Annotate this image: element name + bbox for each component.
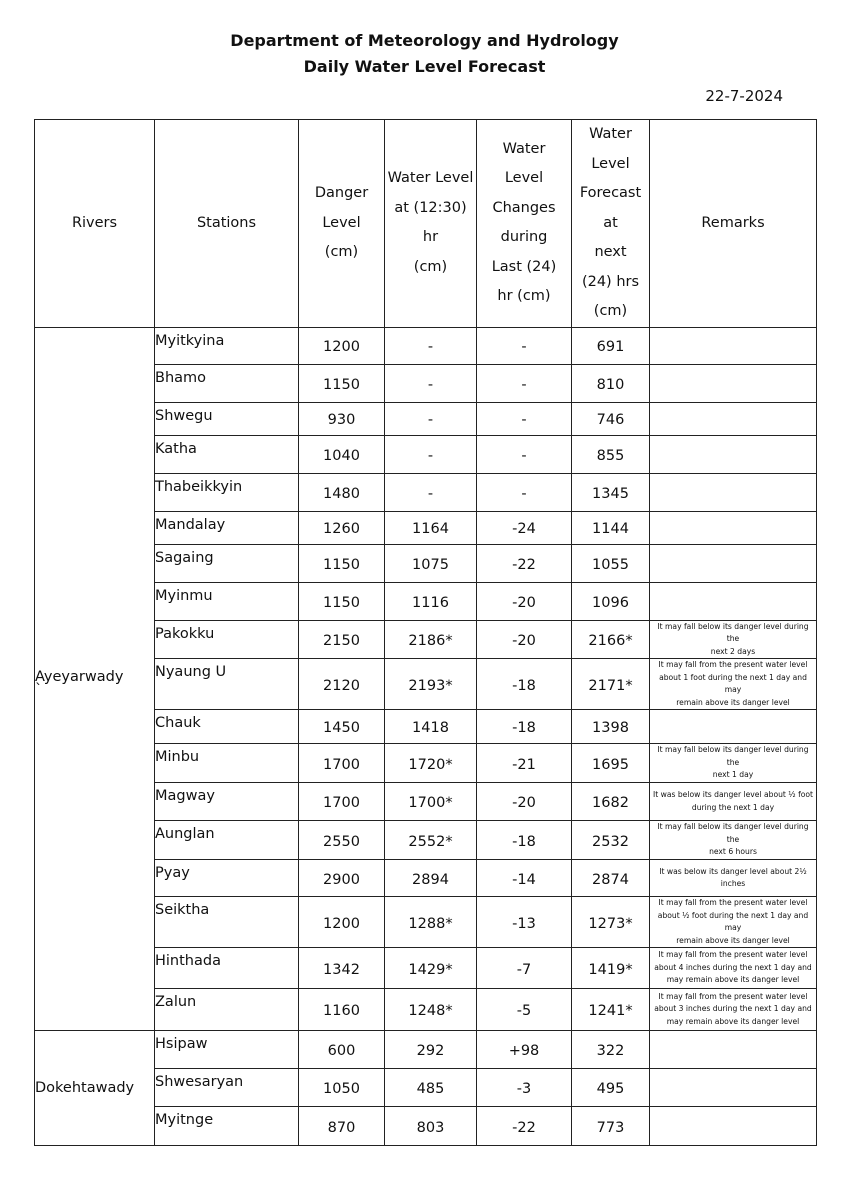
level-change-value [477, 402, 572, 435]
station-cell [155, 327, 299, 364]
station-name: Hinthada [155, 953, 221, 969]
water-level-value-text: 1700* [408, 795, 453, 811]
forecast-value [572, 544, 650, 582]
header-line: Water [589, 126, 632, 142]
water-level-value-text: 1248* [408, 1003, 453, 1019]
water-level-value-text: 1116 [412, 594, 449, 611]
water-level-value-text: 2193* [408, 677, 453, 694]
danger-level-value [299, 744, 385, 783]
level-change-value-text: -5 [516, 1003, 532, 1019]
water-level-value-text: 1288* [408, 915, 453, 932]
level-change-value [477, 1107, 572, 1146]
remarks-cell [650, 989, 817, 1031]
level-change-value [477, 860, 572, 897]
header-line: hr (cm) [497, 288, 551, 305]
water-level-value [385, 948, 477, 989]
forecast-value-text: 1273* [588, 915, 633, 932]
department-title: Department of Meteorology and Hydrology [230, 31, 619, 50]
remark-line: It may fall from the present water level [658, 660, 808, 669]
water-level-value [385, 1069, 477, 1107]
station-cell [155, 620, 299, 659]
header-line: Water [502, 140, 546, 157]
danger-level-value-text: 1150 [323, 594, 360, 611]
danger-level-value-text: 1050 [323, 1081, 360, 1097]
remark-line: may remain above its danger level [666, 1016, 800, 1026]
water-level-value-text: 1075 [412, 556, 449, 573]
river-name: Dokehtawady [35, 1080, 135, 1096]
station-name: Pyay [155, 865, 190, 881]
remark-line: about 1 foot during the next 1 day and may [659, 672, 807, 694]
water-level-value-text: - [427, 339, 434, 355]
danger-level-value-text: 2120 [323, 677, 360, 694]
station-name: Sagaing [155, 549, 214, 566]
forecast-value-text: 746 [596, 412, 625, 428]
danger-level-value-text: 1480 [323, 485, 360, 502]
danger-level-value [299, 710, 385, 744]
danger-level-value [299, 582, 385, 620]
level-change-value [477, 783, 572, 821]
header-line: Level [322, 214, 361, 231]
water-level-value-text: 292 [416, 1043, 445, 1059]
station-cell [155, 435, 299, 473]
remarks-cell [650, 511, 817, 544]
station-cell [155, 783, 299, 821]
water-level-value [385, 620, 477, 659]
remark-line: remain above its danger level [676, 697, 790, 707]
water-level-value-text: 485 [416, 1081, 445, 1097]
water-level-value-text: 1429* [408, 961, 453, 978]
level-change-value-text: -20 [512, 594, 536, 611]
header-line: Danger [314, 185, 369, 201]
station-name: Magway [155, 788, 215, 804]
forecast-value-text: 1345 [592, 485, 629, 502]
station-name: Pakokku [155, 625, 215, 642]
water-level-value [385, 897, 477, 948]
level-change-value-text: -20 [512, 632, 536, 649]
remarks-cell [650, 364, 817, 402]
remarks-cell [650, 582, 817, 620]
remarks-cell [650, 710, 817, 744]
danger-level-value-text: 1160 [323, 1003, 360, 1019]
danger-level-value-text: 1260 [323, 521, 360, 537]
level-change-value-text: -14 [512, 871, 536, 888]
level-change-value-text: -7 [516, 961, 532, 978]
level-change-value-text: -13 [512, 915, 536, 932]
forecast-value-text: 1695 [592, 756, 629, 773]
remark-line: next 6 hours [709, 847, 757, 857]
level-change-value [477, 1069, 572, 1107]
remarks-cell [650, 1069, 817, 1107]
forecast-value [572, 364, 650, 402]
remarks-cell [650, 821, 817, 860]
water-level-value [385, 989, 477, 1031]
danger-level-value-text: 1700 [323, 756, 360, 773]
water-level-value-text: 2894 [412, 871, 449, 888]
forecast-value [572, 1107, 650, 1146]
forecast-title: Daily Water Level Forecast [303, 57, 546, 76]
forecast-value-text: 1419* [588, 961, 633, 978]
forecast-value [572, 511, 650, 544]
remark-line: about 3 inches during the next 1 day and [654, 1004, 812, 1014]
station-cell [155, 1069, 299, 1107]
forecast-value [572, 860, 650, 897]
remark-line: It was below its danger level about 2½ [659, 866, 807, 876]
remark-line: It may fall from the present water level [658, 950, 808, 960]
remark-line: It may fall from the present water level [658, 898, 808, 907]
column-header-forecast [572, 120, 650, 328]
level-change-value [477, 821, 572, 860]
level-change-value-text: -20 [512, 795, 536, 811]
header-line: Last (24) [491, 258, 557, 275]
level-change-value-text: -18 [512, 677, 536, 694]
level-change-value [477, 1031, 572, 1069]
danger-level-value [299, 435, 385, 473]
station-cell [155, 897, 299, 948]
forecast-value [572, 582, 650, 620]
forecast-value [572, 710, 650, 744]
station-name: Katha [155, 440, 197, 457]
river-cell [35, 327, 155, 1031]
station-cell [155, 511, 299, 544]
header-line: (cm) [324, 244, 359, 260]
water-level-value [385, 327, 477, 364]
forecast-value [572, 327, 650, 364]
danger-level-value [299, 821, 385, 860]
level-change-value-text: -18 [512, 720, 536, 736]
level-change-value [477, 364, 572, 402]
forecast-value [572, 620, 650, 659]
remarks-cell [650, 402, 817, 435]
water-level-value-text: 2552* [408, 833, 453, 850]
danger-level-value-text: 1450 [323, 720, 360, 736]
water-level-value-text: 2186* [408, 632, 453, 649]
header-line: Water Level [387, 170, 474, 187]
remark-line: It may fall below its danger level during the [657, 621, 809, 643]
water-level-value [385, 744, 477, 783]
danger-level-value [299, 1069, 385, 1107]
level-change-value [477, 473, 572, 511]
danger-level-value-text: 1342 [323, 961, 360, 978]
remark-line: about ½ foot during the next 1 day and may [657, 910, 809, 932]
level-change-value [477, 897, 572, 948]
forecast-value-text: 495 [596, 1081, 625, 1097]
water-level-value-text: 803 [416, 1119, 445, 1136]
level-change-value-text: -24 [512, 521, 536, 537]
remarks-cell [650, 744, 817, 783]
water-level-value [385, 364, 477, 402]
header-row [35, 120, 817, 328]
station-name: Myinmu [155, 587, 213, 604]
header-line: Level [591, 155, 630, 172]
water-level-value [385, 473, 477, 511]
forecast-value-text: 2874 [592, 871, 629, 888]
station-cell [155, 989, 299, 1031]
level-change-value-text: - [521, 447, 527, 464]
forecast-value-text: 2532 [592, 833, 629, 850]
header-line: at [603, 214, 618, 231]
danger-level-value [299, 544, 385, 582]
station-cell [155, 473, 299, 511]
level-change-value-text: -18 [512, 833, 536, 850]
level-change-value [477, 620, 572, 659]
station-cell [155, 710, 299, 744]
water-level-value [385, 860, 477, 897]
danger-level-value [299, 659, 385, 710]
danger-level-value [299, 1031, 385, 1069]
forecast-value-text: 2171* [588, 677, 633, 694]
forecast-value-text: 1055 [592, 556, 629, 573]
remarks-cell [650, 948, 817, 989]
forecast-value [572, 897, 650, 948]
forecast-value-text: 1241* [588, 1003, 633, 1019]
water-level-value-text: 1418 [412, 720, 449, 736]
water-level-value [385, 659, 477, 710]
level-change-value [477, 544, 572, 582]
station-cell [155, 402, 299, 435]
danger-level-value [299, 511, 385, 544]
station-name: Shwegu [155, 407, 213, 424]
header-line: (24) hrs [581, 273, 640, 290]
danger-level-value [299, 989, 385, 1031]
level-change-value-text: -21 [512, 756, 536, 773]
danger-level-value-text: 600 [327, 1043, 356, 1059]
forecast-value [572, 1069, 650, 1107]
level-change-value-text: +98 [508, 1043, 540, 1059]
station-name: Minbu [155, 749, 200, 765]
station-cell [155, 1031, 299, 1069]
level-change-value-text: - [521, 412, 527, 428]
danger-level-value-text: 870 [327, 1119, 356, 1136]
river-cell [35, 1031, 155, 1146]
danger-level-value-text: 1150 [323, 376, 360, 393]
river-mark: ` [35, 681, 43, 698]
station-cell [155, 948, 299, 989]
remarks-cell [650, 659, 817, 710]
station-name: Hsipaw [155, 1036, 208, 1052]
danger-level-value [299, 897, 385, 948]
forecast-value [572, 473, 650, 511]
water-level-value-text: - [427, 376, 434, 393]
water-level-table [34, 119, 817, 1146]
water-level-value [385, 582, 477, 620]
forecast-value-text: 1682 [592, 795, 629, 811]
forecast-value-text: 1096 [592, 594, 629, 611]
water-level-value [385, 783, 477, 821]
level-change-value [477, 327, 572, 364]
level-change-value-text: - [521, 376, 527, 393]
danger-level-value [299, 620, 385, 659]
water-level-value [385, 435, 477, 473]
forecast-value [572, 659, 650, 710]
remark-line: It may fall from the present water level [658, 991, 808, 1001]
water-level-value-text: - [427, 485, 434, 502]
station-cell [155, 860, 299, 897]
remarks-cell [650, 1107, 817, 1146]
water-level-value [385, 1107, 477, 1146]
forecast-value [572, 1031, 650, 1069]
danger-level-value-text: 1200 [323, 915, 360, 932]
forecast-value [572, 783, 650, 821]
remark-line: about 4 inches during the next 1 day and [654, 962, 812, 972]
forecast-value-text: 691 [596, 339, 625, 355]
forecast-value-text: 855 [596, 447, 625, 464]
water-level-value-text: - [427, 447, 434, 464]
remarks-cell [650, 620, 817, 659]
forecast-value-text: 322 [596, 1043, 625, 1059]
column-header-danger-level [299, 120, 385, 328]
danger-level-value [299, 402, 385, 435]
danger-level-value-text: 1150 [323, 556, 360, 573]
station-cell [155, 821, 299, 860]
header-line: next [594, 244, 627, 260]
level-change-value [477, 582, 572, 620]
station-name: Zalun [155, 994, 197, 1010]
station-name: Seiktha [155, 902, 210, 918]
level-change-value [477, 659, 572, 710]
danger-level-value [299, 364, 385, 402]
column-header-stations: Stations [155, 120, 299, 328]
station-cell [155, 544, 299, 582]
header-line: Forecast [579, 185, 642, 201]
water-level-value [385, 511, 477, 544]
level-change-value [477, 744, 572, 783]
table-row [35, 1031, 817, 1069]
forecast-value-text: 2166* [588, 632, 633, 649]
forecast-value [572, 989, 650, 1031]
column-header-water-level [385, 120, 477, 328]
remark-line: It may fall below its danger level during the [657, 822, 809, 844]
forecast-value [572, 821, 650, 860]
level-change-value-text: -3 [516, 1081, 532, 1097]
level-change-value [477, 989, 572, 1031]
remark-line: may remain above its danger level [666, 975, 800, 985]
water-level-value-text: 1720* [408, 756, 453, 773]
water-level-value [385, 821, 477, 860]
station-cell [155, 744, 299, 783]
station-name: Chauk [155, 715, 201, 731]
level-change-value-text: -22 [512, 1119, 536, 1136]
station-name: Thabeikkyin [155, 478, 243, 495]
remark-line: remain above its danger level [676, 935, 790, 945]
remarks-cell [650, 860, 817, 897]
water-level-value [385, 710, 477, 744]
level-change-value [477, 948, 572, 989]
river-name: Ayeyarwady [35, 668, 124, 685]
report-date: 22-7-2024 [705, 87, 783, 105]
remarks-cell [650, 435, 817, 473]
station-name: Myitnge [155, 1112, 214, 1128]
water-level-value-text: - [427, 412, 434, 428]
remarks-cell [650, 473, 817, 511]
table-row [35, 327, 817, 364]
level-change-value-text: - [521, 485, 527, 502]
station-name: Shwesaryan [155, 1074, 244, 1090]
station-name: Nyaung U [155, 664, 227, 680]
danger-level-value-text: 930 [327, 412, 356, 428]
danger-level-value-text: 1200 [323, 339, 360, 355]
column-header-remarks: Remarks [650, 120, 817, 328]
level-change-value [477, 710, 572, 744]
station-cell [155, 1107, 299, 1146]
header-line: (cm) [413, 258, 448, 275]
column-header-rivers: Rivers [35, 120, 155, 328]
forecast-value-text: 1398 [592, 720, 629, 736]
danger-level-value [299, 860, 385, 897]
remark-line: It was below its danger level about ½ foot [652, 790, 814, 799]
header-line: at (12:30) hr [394, 199, 467, 246]
level-change-value [477, 435, 572, 473]
remark-line: It may fall below its danger level during the [657, 745, 809, 767]
table-body [35, 327, 817, 1146]
remarks-cell [650, 783, 817, 821]
danger-level-value-text: 1040 [323, 447, 360, 464]
station-name: Myitkyina [155, 332, 225, 349]
forecast-value-text: 810 [596, 376, 625, 393]
forecast-value-text: 1144 [592, 521, 629, 537]
forecast-value [572, 948, 650, 989]
remark-line: during the next 1 day [691, 802, 775, 812]
danger-level-value [299, 1107, 385, 1146]
remarks-cell [650, 327, 817, 364]
forecast-value [572, 744, 650, 783]
station-cell [155, 659, 299, 710]
station-name: Aunglan [155, 826, 215, 842]
danger-level-value-text: 2550 [323, 833, 360, 850]
water-level-value [385, 544, 477, 582]
danger-level-value-text: 2900 [323, 871, 360, 888]
header-line: (cm) [593, 303, 628, 319]
remark-line: next 1 day [712, 770, 754, 780]
danger-level-value [299, 948, 385, 989]
water-level-value [385, 1031, 477, 1069]
danger-level-value-text: 1700 [323, 795, 360, 811]
remark-line: next 2 days [710, 646, 756, 656]
remarks-cell [650, 1031, 817, 1069]
header-line: during [500, 229, 548, 246]
station-name: Mandalay [155, 516, 226, 533]
forecast-value [572, 435, 650, 473]
water-level-value-text: 1164 [412, 521, 449, 537]
level-change-value-text: -22 [512, 556, 536, 573]
header-line: Changes [492, 199, 556, 216]
header-line: Level [504, 170, 544, 187]
forecast-value-text: 773 [596, 1119, 625, 1136]
danger-level-value [299, 783, 385, 821]
remarks-cell [650, 897, 817, 948]
station-cell [155, 364, 299, 402]
water-level-value [385, 402, 477, 435]
danger-level-value [299, 473, 385, 511]
danger-level-value-text: 2150 [323, 632, 360, 649]
level-change-value [477, 511, 572, 544]
remarks-cell [650, 544, 817, 582]
danger-level-value [299, 327, 385, 364]
forecast-value [572, 402, 650, 435]
column-header-changes [477, 120, 572, 328]
level-change-value-text: - [521, 339, 527, 355]
remark-line: inches [720, 879, 746, 888]
station-cell [155, 582, 299, 620]
station-name: Bhamo [155, 369, 207, 386]
